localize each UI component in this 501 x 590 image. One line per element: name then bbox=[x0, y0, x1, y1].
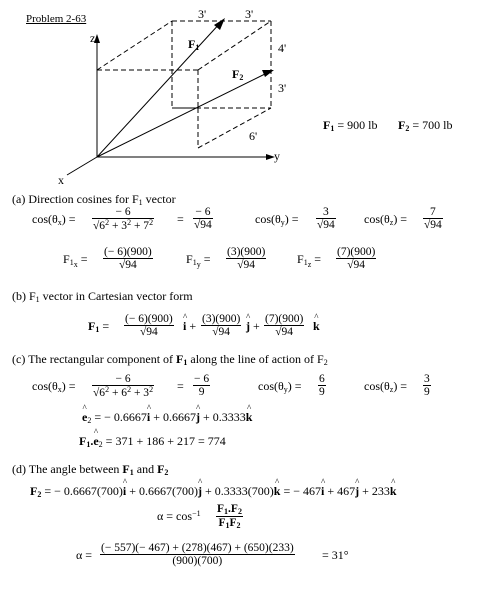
c-cos-z-fraction: $\frac{3}{9}$ bbox=[424, 373, 430, 399]
alpha-result: = 31° bbox=[322, 548, 349, 562]
j-unit: ^ j + bbox=[246, 320, 260, 332]
f1-figure-label: $F_1$ bbox=[188, 37, 200, 52]
c-cos-x-simplified: $\frac{- 6}{9}$ bbox=[194, 373, 210, 399]
unit-vector-e2: ^ $e_2$ = − 0.6667^ i + 0.6667^ j + 0.3333^ k bbox=[82, 411, 252, 425]
f1z-fraction: $\frac{(7)(900)}{√94}$ bbox=[337, 246, 376, 272]
equals-sign: = bbox=[177, 379, 184, 393]
dot-product: $F_1.\^{}$ $e_2 = 371 + 186 + 217 = 774$ bbox=[79, 435, 226, 449]
alpha-fraction: $\frac{(- 557)(- 467) + (278)(467) + (650)(233)}{(900)(700)}$ bbox=[101, 542, 294, 568]
dimension-3ft-c: 3' bbox=[278, 81, 287, 95]
f2-vector-expression: $F_2$ = − 0.6667(700)^ i + 0.6667(700)^ j + 0.3333(700)^ k = − 467^ i + 467^ j + 233^ k bbox=[30, 485, 397, 499]
c-cos-y-label: $\cos(\theta_y)$ = bbox=[258, 379, 302, 394]
f1-j-fraction: $\frac{(3)(900)}{√94}$ bbox=[202, 313, 241, 339]
f1-vector-label: $F_1$ = bbox=[88, 319, 110, 334]
given-f2: $F_2 = 700$ lb bbox=[398, 118, 453, 133]
c-cos-x-fraction: $\frac{- 6}{√6^2 + 6^2 + 3^2}$ bbox=[93, 373, 154, 400]
f1x-label: $F_{1_x}$ = bbox=[63, 252, 88, 269]
i-unit: ^ i + bbox=[183, 320, 196, 332]
dimension-4ft: 4' bbox=[278, 41, 287, 55]
cos-y-label: $\cos(\theta_y)$ = bbox=[255, 212, 299, 227]
cos-z-label: $\cos(\theta_z)$ = bbox=[364, 212, 408, 227]
part-d-heading: (d) The angle between $F_1$ and $F_2$ bbox=[12, 462, 169, 477]
f1-i-fraction: $\frac{(- 6)(900)}{√94}$ bbox=[125, 313, 173, 339]
f1-k-fraction: $\frac{(7)(900)}{√94}$ bbox=[265, 313, 304, 339]
k-unit: ^ k bbox=[313, 320, 320, 332]
dimension-3ft-a: 3' bbox=[198, 7, 207, 21]
cos-y-fraction: $\frac{3}{√94}$ bbox=[317, 206, 335, 232]
part-a-heading: (a) Direction cosines for $F_1$ vector bbox=[12, 192, 176, 207]
problem-number: Problem 2-63 bbox=[26, 13, 87, 25]
cos-x-simplified: $\frac{- 6}{√94}$ bbox=[194, 206, 212, 232]
c-cos-x-label: $\cos(\theta_x)$ = bbox=[32, 379, 76, 394]
cos-x-label: $\cos(\theta_x)$ = bbox=[32, 212, 76, 227]
alpha-definition: $\alpha = \cos^{-1}$ bbox=[157, 509, 201, 523]
equals-sign: = bbox=[177, 212, 184, 226]
part-b-heading: (b) $F_1$ vector in Cartesian vector form bbox=[12, 289, 193, 304]
f1x-fraction: $\frac{(- 6)(900)}{√94}$ bbox=[104, 246, 152, 272]
f2-figure-label: $F_2$ bbox=[232, 67, 244, 82]
f2-arrowhead bbox=[262, 70, 274, 77]
axis-y-label: y bbox=[274, 149, 280, 163]
alpha-symbol: α = bbox=[76, 548, 93, 562]
f1z-label: $F_{1_z}$ = bbox=[297, 252, 322, 269]
c-cos-y-fraction: $\frac{6}{9}$ bbox=[319, 373, 325, 399]
part-c-heading: (c) The rectangular component of $F_1$ along the line of action of $F_2$ bbox=[12, 352, 328, 367]
given-f1: $F_1 = 900$ lb bbox=[323, 118, 378, 133]
f1y-label: $F_{1_y}$ = bbox=[186, 252, 211, 269]
axis-x-label: x bbox=[58, 173, 64, 187]
axis-z-label: z bbox=[90, 31, 96, 45]
vector-diagram bbox=[0, 0, 501, 190]
dimension-6ft: 6' bbox=[249, 129, 258, 143]
cos-x-fraction: $\frac{- 6}{√6^2 + 3^2 + 7^2}$ bbox=[93, 206, 154, 233]
dimension-3ft-b: 3' bbox=[245, 7, 254, 21]
alpha-definition-fraction: $\frac{F_1.F_2}{F_1F_2}$ bbox=[217, 503, 242, 531]
c-cos-z-label: $\cos(\theta_z)$ = bbox=[364, 379, 408, 394]
f1y-fraction: $\frac{(3)(900)}{√94}$ bbox=[227, 246, 266, 272]
cos-z-fraction: $\frac{7}{√94}$ bbox=[424, 206, 442, 232]
